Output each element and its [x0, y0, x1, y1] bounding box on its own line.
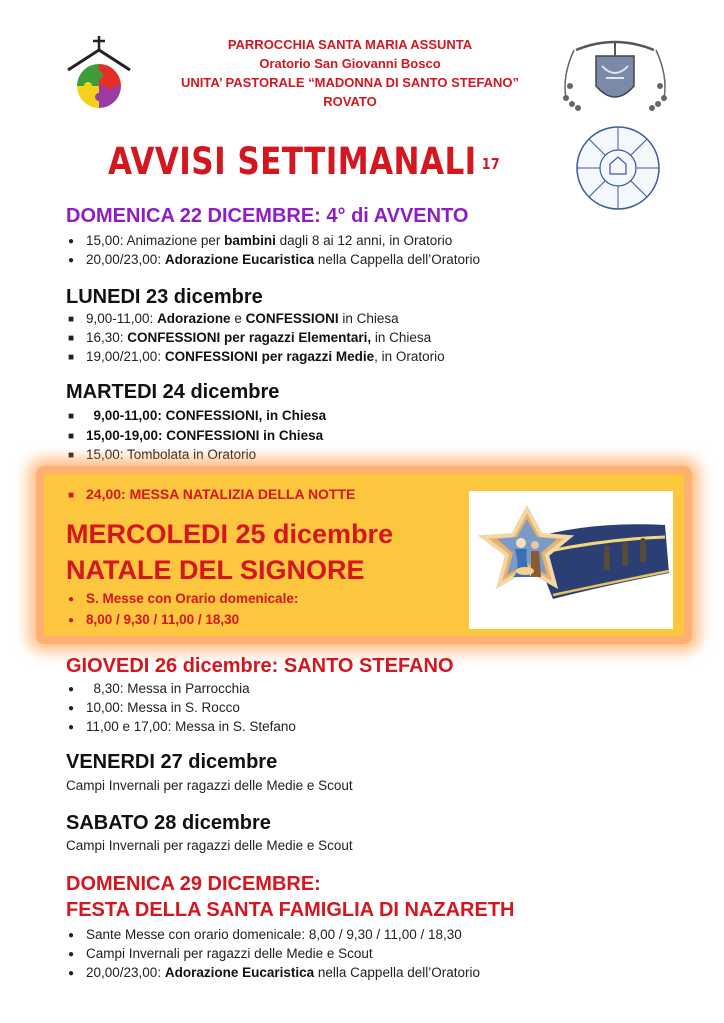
heading-christmas: NATALE DEL SIGNORE	[66, 555, 365, 585]
friday-note: Campi Invernali per ragazzi delle Medie e Scout	[66, 778, 353, 793]
list-item: ● Sante Messe con orario domenicale: 8,00 / 9,30 / 11,00 / 18,30	[68, 927, 462, 942]
list-item: ● 10,00: Messa in S. Rocco	[68, 700, 240, 715]
heading-wednesday-25: MERCOLEDI 25 dicembre	[66, 519, 394, 549]
oratory-name: Oratorio San Giovanni Bosco	[259, 56, 441, 71]
heading-holy-family: FESTA DELLA SANTA FAMIGLIA DI NAZARETH	[66, 899, 515, 921]
christmas-mass-label: ● S. Messe con Orario domenicale:	[68, 591, 299, 606]
town-name: ROVATO	[323, 94, 377, 109]
episcopal-crest-icon	[556, 36, 674, 114]
pastoral-unit: UNITA’ PASTORALE “MADONNA DI SANTO STEFANO”	[180, 75, 520, 90]
church-puzzle-logo-icon	[64, 34, 134, 110]
heading-tuesday-24: MARTEDI 24 dicembre	[66, 381, 280, 403]
list-item: ● 11,00 e 17,00: Messa in S. Stefano	[68, 719, 296, 734]
list-item: ■ 9,00-11,00: CONFESSIONI, in Chiesa	[68, 408, 327, 423]
heading-thursday-26: GIOVEDI 26 dicembre: SANTO STEFANO	[66, 655, 454, 677]
heading-saturday-28: SABATO 28 dicembre	[66, 812, 271, 834]
list-item: ● Campi Invernali per ragazzi delle Medie e Scout	[68, 946, 373, 961]
christmas-mass-times: ● 8,00 / 9,30 / 11,00 / 18,30	[68, 612, 240, 627]
parish-name: PARROCCHIA SANTA MARIA ASSUNTA	[227, 37, 473, 52]
parish-seal-icon	[574, 124, 662, 212]
heading-monday-23: LUNEDI 23 dicembre	[66, 286, 263, 308]
heading-sunday-29: DOMENICA 29 DICEMBRE:	[66, 873, 321, 895]
list-item: ■ 15,00-19,00: CONFESSIONI in Chiesa	[68, 428, 324, 443]
saturday-note: Campi Invernali per ragazzi delle Medie e Scout	[66, 838, 353, 853]
list-item: ● 20,00/23,00: Adorazione Eucaristica nella Cappella dell’Oratorio	[68, 252, 480, 267]
page-title: AVVISI SETTIMANALI 17	[108, 140, 501, 183]
list-item: ■ 9,00-11,00: Adorazione e CONFESSIONI in Chiesa	[68, 311, 399, 326]
list-item: ■ 16,30: CONFESSIONI per ragazzi Elementari, in Chiesa	[68, 330, 432, 345]
issue-number: 17	[481, 154, 501, 173]
list-item: ■ 19,00/21,00: CONFESSIONI per ragazzi Medie, in Oratorio	[68, 349, 445, 364]
nativity-comet-image	[469, 491, 673, 629]
list-item: ■ 15,00: Tombolata in Oratorio	[68, 447, 257, 462]
list-item: ● 15,00: Animazione per bambini dagli 8 ai 12 anni, in Oratorio	[68, 233, 453, 248]
heading-friday-27: VENERDI 27 dicembre	[66, 751, 278, 773]
heading-sunday-22: DOMENICA 22 DICEMBRE: 4° di AVVENTO	[66, 205, 469, 227]
list-item: ● 20,00/23,00: Adorazione Eucaristica nella Cappella dell’Oratorio	[68, 965, 480, 980]
list-item: ● 8,30: Messa in Parrocchia	[68, 681, 250, 696]
midnight-mass: ■ 24,00: MESSA NATALIZIA DELLA NOTTE	[68, 486, 356, 502]
